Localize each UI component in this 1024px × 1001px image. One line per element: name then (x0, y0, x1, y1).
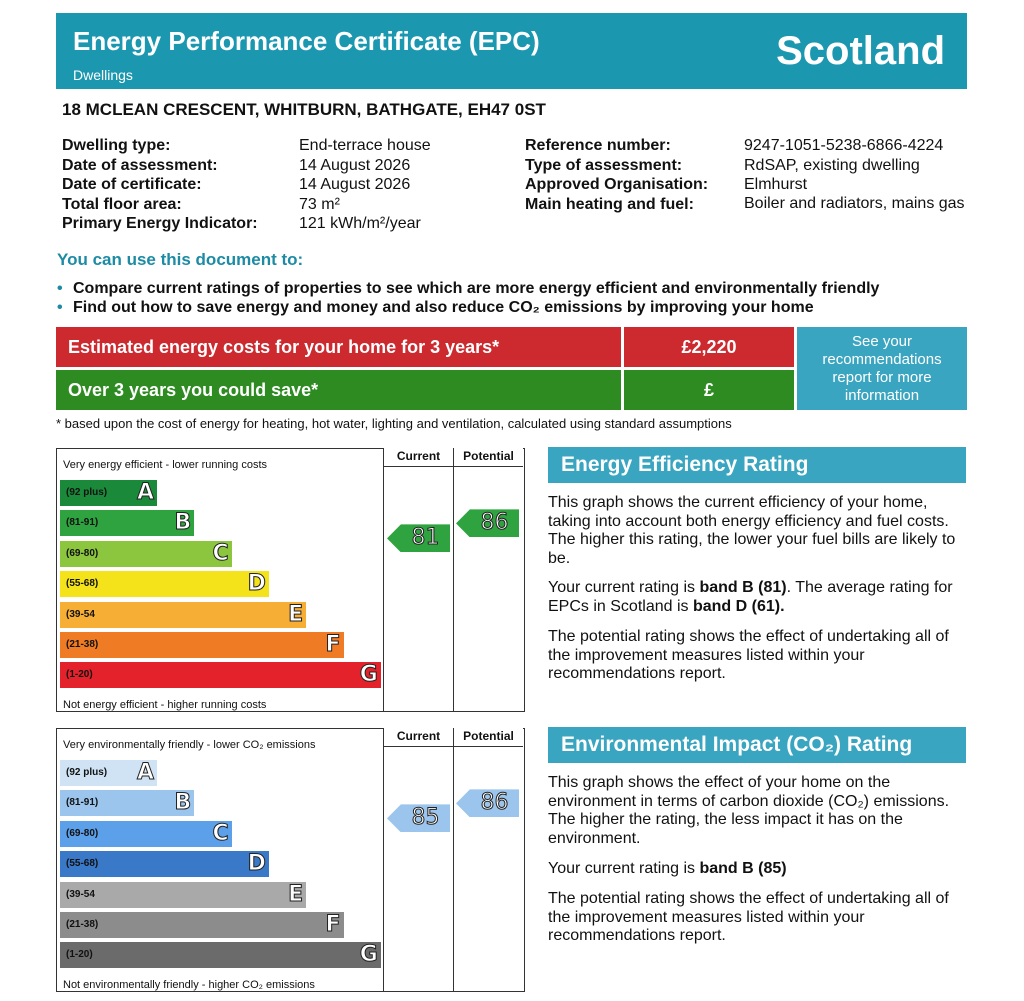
band-range: (55-68) (66, 858, 99, 870)
potential-rating-value: 86 (480, 790, 509, 816)
environmental-impact-heading-box (548, 727, 966, 763)
bullet-icon: • (57, 280, 63, 297)
current-rating-arrow (387, 804, 450, 832)
energy-cost-label: Estimated energy costs for your home for 3 years* (68, 337, 500, 357)
energy-cost-label-box (56, 327, 621, 367)
potential-column-header: Potential (454, 728, 523, 747)
savings-value-box (624, 370, 794, 410)
detail-label: Reference number: (525, 137, 671, 154)
text-fragment: . The average rating for EPCs in Scotland is (548, 579, 953, 615)
page-title: Energy Performance Certificate (EPC) (73, 26, 540, 56)
band-range: (1-20) (66, 669, 93, 681)
recommendations-report-text: See your recommendations report for more information (822, 332, 942, 404)
energy-efficiency-graph (56, 448, 525, 712)
detail-value: Elmhurst (744, 176, 808, 193)
energy-efficiency-current-rating (548, 579, 963, 616)
rating-band-a (60, 760, 157, 786)
environmental-impact-potential-text: The potential rating shows the effect of undertaking all of the improvement measures listed within your recommendations report. (548, 890, 949, 944)
rating-band-e (60, 882, 306, 908)
detail-label: Date of certificate: (62, 176, 202, 193)
rating-band-a (60, 480, 157, 506)
energy-efficiency-description: This graph shows the current efficiency of your home, taking into account both energy efficiency and fuel costs. The higher this rating, the lower your fuel bills are likely to be. (548, 494, 956, 567)
recommendations-report-link[interactable] (797, 327, 967, 410)
energy-cost-value-box (624, 327, 794, 367)
band-letter: F (325, 632, 341, 657)
rating-band-c (60, 541, 232, 567)
environmental-impact-current-rating (548, 860, 963, 879)
graph-bottom-text: Not energy efficient - higher running costs (63, 699, 267, 711)
details-right-labels (525, 136, 708, 214)
column-divider (453, 448, 454, 712)
rating-band-b (60, 510, 194, 536)
band-range: (39-54 (66, 608, 95, 620)
details-right-values (744, 136, 966, 213)
energy-efficiency-heading-box (548, 447, 966, 483)
detail-label: Main heating and fuel: (525, 195, 694, 213)
detail-value: 73 m² (299, 195, 340, 213)
band-letter: E (288, 881, 304, 907)
detail-label: Date of assessment: (62, 156, 218, 174)
rating-band-d (60, 851, 269, 877)
energy-efficiency-potential-text: The potential rating shows the effect of undertaking all of the improvement measures listed within your recommendations report. (548, 628, 949, 682)
detail-value: End-terrace house (299, 137, 431, 154)
environmental-impact-heading: Environmental Impact (CO₂) Rating (561, 733, 913, 756)
column-divider (383, 728, 384, 992)
potential-rating-value: 86 (480, 510, 509, 536)
band-range: (21-38) (66, 639, 99, 650)
environmental-impact-graph (56, 728, 525, 992)
band-range: (81-91) (66, 517, 99, 529)
band-letter: C (212, 820, 229, 846)
graph-top-text: Very environmentally friendly - lower CO₂ emissions (63, 739, 316, 751)
detail-label: Approved Organisation: (525, 176, 709, 193)
current-column-header: Current (384, 448, 453, 467)
band-range: (69-80) (66, 547, 99, 559)
band-range: (1-20) (66, 949, 93, 961)
band-letter: F (325, 912, 341, 937)
text-fragment: Your current rating is (548, 860, 700, 877)
band-letter: C (212, 540, 229, 566)
energy-efficiency-heading: Energy Efficiency Rating (561, 453, 809, 476)
band-letter: G (359, 942, 378, 968)
band-range: (92 plus) (66, 487, 108, 498)
use-bullet-text: Find out how to save energy and money and also reduce CO₂ emissions by improving your home (73, 299, 814, 316)
details-left-values (299, 136, 431, 234)
use-bullet (57, 280, 879, 298)
column-divider (453, 728, 454, 992)
rating-band-g (60, 662, 381, 688)
band-range: (55-68) (66, 578, 99, 590)
band-range: (39-54 (66, 888, 95, 900)
rating-band-b (60, 790, 194, 816)
cost-footnote: * based upon the cost of energy for heating, hot water, lighting and ventilation, calculated using standard assumptions (56, 416, 732, 431)
detail-value: RdSAP, existing dwelling (744, 156, 920, 174)
band-letter: A (136, 760, 154, 785)
text-fragment: Your current rating is (548, 579, 700, 596)
band-range: (69-80) (66, 827, 99, 839)
potential-column-header: Potential (454, 448, 523, 467)
property-address: 18 MCLEAN CRESCENT, WHITBURN, BATHGATE, EH47 0ST (62, 100, 546, 119)
potential-rating-arrow (456, 509, 519, 537)
rating-band-f (60, 632, 344, 658)
current-band-text: band B (81) (699, 579, 787, 596)
detail-value: 14 August 2026 (299, 176, 411, 193)
band-range: (21-38) (66, 919, 99, 930)
detail-label: Type of assessment: (525, 156, 683, 174)
rating-band-f (60, 912, 344, 938)
detail-label: Total floor area: (62, 195, 182, 213)
detail-value: 14 August 2026 (299, 156, 411, 174)
region-label: Scotland (776, 29, 945, 73)
energy-cost-value: £2,220 (681, 337, 737, 357)
detail-value: 121 kWh/m²/year (299, 215, 421, 232)
use-heading: You can use this document to: (57, 250, 304, 269)
column-divider (383, 448, 384, 712)
detail-value: Boiler and radiators, mains gas (744, 194, 965, 212)
current-rating-value: 81 (411, 525, 440, 551)
details-left-labels (62, 136, 258, 234)
band-letter: B (174, 790, 192, 816)
current-rating-arrow (387, 524, 450, 552)
band-range: (81-91) (66, 797, 99, 809)
use-bullet (57, 299, 814, 317)
rating-band-d (60, 571, 269, 597)
band-letter: E (288, 601, 304, 627)
band-letter: B (174, 510, 192, 536)
band-letter: A (136, 480, 154, 505)
rating-band-e (60, 602, 306, 628)
graph-top-text: Very energy efficient - lower running costs (63, 459, 268, 471)
rating-band-c (60, 821, 232, 847)
page-subtitle: Dwellings (73, 67, 133, 83)
environmental-impact-description: This graph shows the effect of your home on the environment in terms of carbon dioxide (CO₂) emissions. The higher the rating, the less impact it has on the environment. (548, 774, 950, 847)
savings-value: £ (703, 380, 714, 400)
band-letter: D (247, 851, 266, 877)
band-letter: D (247, 571, 266, 597)
potential-rating-arrow (456, 789, 519, 817)
savings-label: Over 3 years you could save* (68, 380, 319, 400)
detail-label: Primary Energy Indicator: (62, 215, 258, 232)
detail-label: Dwelling type: (62, 137, 171, 154)
current-band-text: band B (85) (699, 860, 787, 877)
current-rating-value: 85 (411, 805, 440, 831)
band-range: (92 plus) (66, 767, 108, 778)
header-banner (56, 13, 967, 89)
average-band-text: band D (61). (692, 597, 785, 615)
rating-band-g (60, 942, 381, 968)
savings-label-box (56, 370, 621, 410)
graph-bottom-text: Not environmentally friendly - higher CO₂ emissions (63, 979, 315, 991)
use-bullet-text: Compare current ratings of properties to see which are more energy efficient and environmentally friendly (73, 280, 880, 297)
detail-value: 9247-1051-5238-6866-4224 (744, 137, 944, 154)
band-letter: G (359, 662, 378, 688)
current-column-header: Current (384, 728, 453, 747)
bullet-icon: • (57, 299, 63, 316)
